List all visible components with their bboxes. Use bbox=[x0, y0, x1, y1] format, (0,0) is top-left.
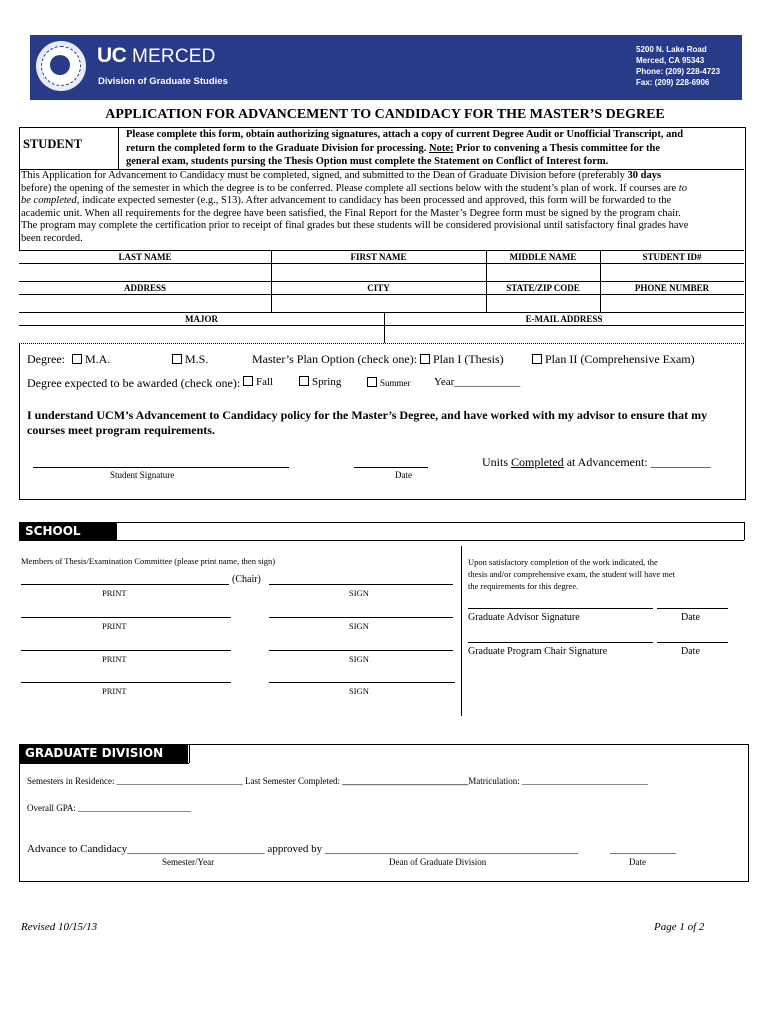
fall-option[interactable]: Fall bbox=[243, 376, 273, 388]
checkbox-icon bbox=[299, 376, 309, 386]
gpa-field[interactable]: Overall GPA: _________________________ bbox=[27, 803, 191, 813]
sign-label: SIGN bbox=[349, 654, 369, 664]
logo-uc: UC bbox=[97, 44, 127, 67]
instructions-line-2: return the completed form to the Graduate Division for processing. Note: Prior to convening a Thesis committee for the bbox=[126, 143, 660, 154]
middle-name-field[interactable] bbox=[487, 264, 599, 280]
sign-label: SIGN bbox=[349, 621, 369, 631]
member-3-print-field[interactable] bbox=[21, 670, 231, 682]
page-title: APPLICATION FOR ADVANCEMENT TO CANDIDACY FOR THE MASTER’S DEGREE bbox=[105, 107, 665, 122]
address-line-2: Merced, CA 95343 bbox=[636, 56, 705, 65]
dean-date-field[interactable]: ____________ bbox=[610, 843, 676, 855]
chair-sign-field[interactable] bbox=[269, 572, 453, 584]
summer-option[interactable]: Summer bbox=[367, 377, 411, 388]
instructions-line-3: general exam, students pursing the Thesis Option must complete the Statement on Conflict of Interest form. bbox=[126, 156, 609, 167]
semesters-row[interactable]: Semesters in Residence: ____________________________ Last Semester Completed: ____________________________Matriculation: ____________________________ bbox=[27, 776, 648, 786]
spring-option[interactable]: Spring bbox=[299, 376, 341, 388]
policy-line-2: courses meet program requirements. bbox=[27, 423, 215, 437]
advisor-date-field[interactable] bbox=[657, 596, 728, 608]
division-name: Division of Graduate Studies bbox=[98, 76, 228, 87]
plan-2-option[interactable]: Plan II (Comprehensive Exam) bbox=[532, 352, 695, 367]
program-chair-date-label: Date bbox=[681, 646, 700, 657]
chair-label: (Chair) bbox=[232, 574, 261, 585]
student-id-field[interactable] bbox=[601, 264, 743, 280]
last-name-field[interactable] bbox=[20, 264, 270, 280]
state-zip-field[interactable] bbox=[487, 295, 599, 311]
col-phone: PHONE NUMBER bbox=[634, 283, 710, 293]
print-label: PRINT bbox=[102, 686, 127, 696]
col-state-zip: STATE/ZIP CODE bbox=[506, 283, 580, 293]
col-address: ADDRESS bbox=[123, 283, 166, 293]
chair-print-field[interactable] bbox=[21, 572, 229, 584]
university-seal-icon bbox=[36, 41, 86, 91]
chair-date-field[interactable] bbox=[657, 630, 728, 642]
col-major: MAJOR bbox=[185, 314, 218, 324]
checkbox-icon bbox=[367, 377, 377, 387]
member-3-sign-field[interactable] bbox=[269, 670, 455, 682]
degree-ma-option[interactable]: M.A. bbox=[72, 352, 110, 367]
phone-field[interactable] bbox=[601, 295, 743, 311]
col-first-name: FIRST NAME bbox=[350, 252, 407, 262]
fax: Fax: (209) 228-6906 bbox=[636, 78, 710, 87]
col-city: CITY bbox=[367, 283, 390, 293]
checkbox-icon bbox=[72, 354, 82, 364]
graduate-division-header: GRADUATE DIVISION bbox=[19, 744, 188, 763]
advisor-signature-label: Graduate Advisor Signature bbox=[468, 612, 580, 623]
student-date-label: Date bbox=[395, 470, 412, 480]
print-label: PRINT bbox=[102, 621, 127, 631]
student-signature-label: Student Signature bbox=[110, 470, 175, 480]
checkbox-icon bbox=[532, 354, 542, 364]
advance-row[interactable]: Advance to Candidacy_________________________ approved by ______________________________________________ bbox=[27, 843, 578, 855]
degree-label: Degree: bbox=[27, 352, 65, 366]
semester-year-label: Semester/Year bbox=[162, 857, 215, 867]
first-name-field[interactable] bbox=[272, 264, 485, 280]
student-date-field[interactable] bbox=[354, 455, 428, 467]
sign-label: SIGN bbox=[349, 588, 369, 598]
sign-label: SIGN bbox=[349, 686, 369, 696]
program-chair-signature-label: Graduate Program Chair Signature bbox=[468, 646, 608, 657]
dean-label: Dean of Graduate Division bbox=[389, 857, 487, 867]
revised-date: Revised 10/15/13 bbox=[21, 921, 98, 933]
degree-ms-option[interactable]: M.S. bbox=[172, 352, 208, 367]
plan-option-label: Master’s Plan Option (check one): bbox=[252, 352, 418, 366]
approval-note: Upon satisfactory completion of the work indicated, the thesis and/or comprehensive exam, the student will have met the requirements for this degree. bbox=[468, 557, 676, 591]
school-section-header: SCHOOL bbox=[19, 522, 117, 541]
print-label: PRINT bbox=[102, 654, 127, 664]
member-2-sign-field[interactable] bbox=[269, 638, 453, 650]
address-field[interactable] bbox=[20, 295, 270, 311]
checkbox-icon bbox=[420, 354, 430, 364]
logo-merced: MERCED bbox=[132, 46, 216, 67]
student-signature-field[interactable] bbox=[33, 455, 289, 467]
col-email: E-MAIL ADDRESS bbox=[525, 314, 603, 324]
email-field[interactable] bbox=[385, 326, 743, 342]
checkbox-icon bbox=[243, 376, 253, 386]
member-1-sign-field[interactable] bbox=[269, 605, 453, 617]
city-field[interactable] bbox=[272, 295, 485, 311]
instructions-line-1: Please complete this form, obtain authorizing signatures, attach a copy of current Degree Audit or Unofficial Transcript, and bbox=[126, 129, 684, 140]
col-last-name: LAST NAME bbox=[118, 252, 172, 262]
member-2-print-field[interactable] bbox=[21, 638, 231, 650]
student-label: STUDENT bbox=[23, 137, 83, 151]
plan-1-option[interactable]: Plan I (Thesis) bbox=[420, 352, 504, 367]
page-number: Page 1 of 2 bbox=[654, 921, 705, 933]
col-student-id: STUDENT ID# bbox=[642, 252, 702, 262]
major-field[interactable] bbox=[20, 326, 383, 342]
policy-line-1: I understand UCM’s Advancement to Candidacy policy for the Master’s Degree, and have worked with my advisor to ensure that my bbox=[27, 408, 708, 422]
instructions-paragraph: This Application for Advancement to Candidacy must be completed, signed, and submitted to the Dean of Graduate Division before (preferably 30 days before) the opening of the semester in which the degree is to be conferred. Please complete all sections below with the student’s plan of work. If courses are to be completed, indicate expected semester (e.g., S13). After advancement to candidacy has been processed and approved, this form will be forwarded to the academic unit. When all requirements for the degree have been satisfied, the Final Report for the Master’s Degree form must be signed by the program chair. The program may complete the certification prior to receipt of final grades but these students will be considered provisional until satisfactory final grades have been recorded. bbox=[21, 170, 689, 244]
units-completed[interactable]: Units Completed at Advancement: __________ bbox=[482, 455, 711, 469]
advisor-signature-field[interactable] bbox=[468, 596, 653, 608]
dean-date-label: Date bbox=[629, 857, 646, 867]
col-middle-name: MIDDLE NAME bbox=[509, 252, 577, 262]
expected-label: Degree expected to be awarded (check one): bbox=[27, 376, 241, 390]
year-field[interactable]: Year____________ bbox=[434, 376, 521, 388]
checkbox-icon bbox=[172, 354, 182, 364]
print-label: PRINT bbox=[102, 588, 127, 598]
advisor-date-label: Date bbox=[681, 612, 700, 623]
phone: Phone: (209) 228-4723 bbox=[636, 67, 721, 76]
chair-signature-field[interactable] bbox=[468, 630, 653, 642]
committee-label: Members of Thesis/Examination Committee (please print name, then sign) bbox=[21, 556, 276, 566]
address-line-1: 5200 N. Lake Road bbox=[636, 45, 707, 54]
member-1-print-field[interactable] bbox=[21, 605, 231, 617]
